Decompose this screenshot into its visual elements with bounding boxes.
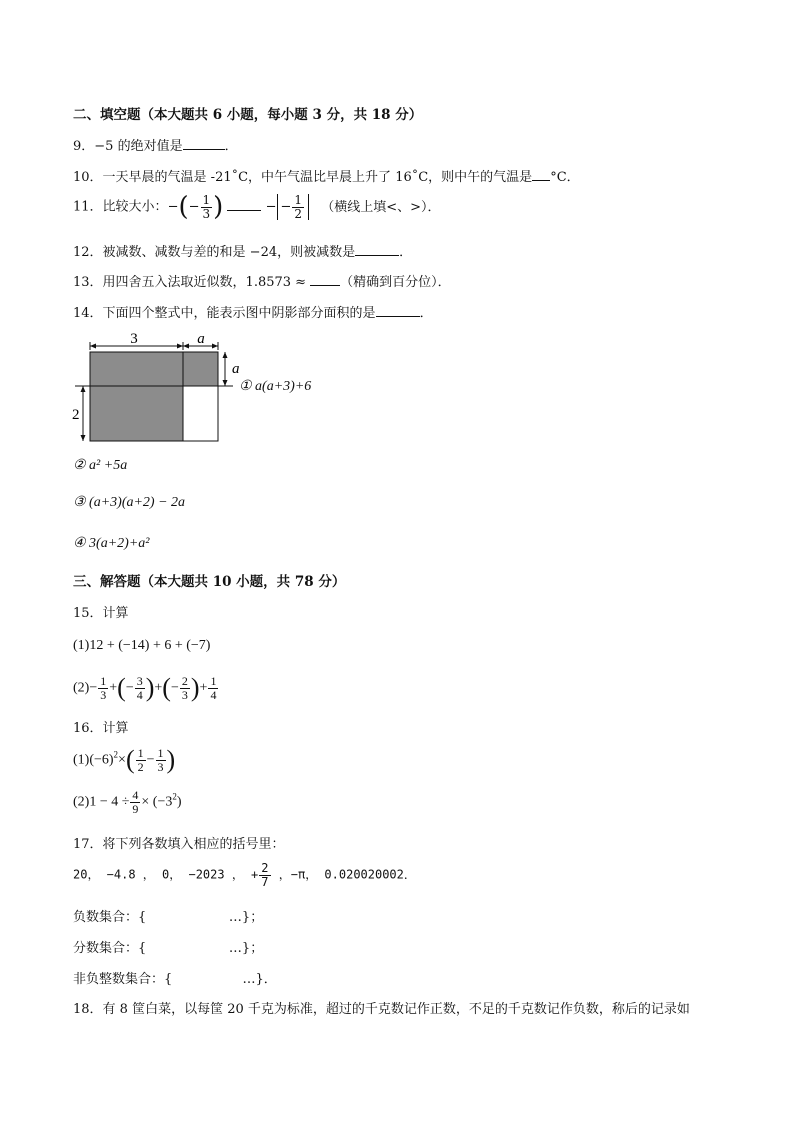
shaded-top-left (90, 352, 183, 386)
q12-text: 被减数、减数与差的和是 −24，则被减数是 (102, 245, 356, 260)
q13-end: （精确到百分位）． (340, 275, 451, 290)
q15-frac-3-4: $\frac{3}{4}$ (136, 674, 143, 702)
label-3: 3 (130, 331, 138, 347)
q16-frac-1-3: $\frac{1}{3}$ (157, 746, 164, 774)
q15-frac-2-3: $\frac{2}{3}$ (181, 674, 188, 702)
question-14 (73, 302, 433, 321)
q10-number: 10． (73, 170, 103, 185)
question-9 (73, 135, 238, 154)
white-bottom-right (183, 386, 218, 441)
question-10 (73, 166, 580, 185)
q9-number: 9． (73, 139, 95, 154)
q11-inner-minus: − (188, 199, 200, 215)
q15-frac-1-3: $\frac{1}{3}$ (100, 674, 107, 702)
q13-answer-blank[interactable] (310, 273, 340, 286)
question-11: 11．比较大小：−(− $\frac{1}{3}$ ) − − $\frac{1}{2}$ （横线上填<、>）． (73, 192, 441, 223)
option-1: ① a(a+3)+6 (239, 379, 312, 394)
q15-heading: 15．计算 (73, 606, 129, 621)
q9-end: ． (224, 139, 238, 154)
q12-answer-blank[interactable] (355, 243, 399, 256)
q16-frac-1-2: $\frac{1}{2}$ (137, 746, 144, 774)
q9-text: −5 的绝对值是 (94, 139, 183, 154)
q15-part-1: (1)12 + (−14) + 6 + (−7) (73, 638, 211, 653)
q16-part-2: (2)1 − 4 ÷ $\frac{4}{9}$ × $(-3^2)$ (73, 788, 182, 816)
q10-end: °C． (550, 170, 580, 185)
q13-text: 用四舍五入法取近似数，1.8573 ≈ (102, 275, 307, 290)
shaded-bottom-left (90, 386, 183, 441)
q10-text: 一天早晨的气温是 -21˚C，中午气温比早晨上升了 16˚C，则中午的气温是 (102, 170, 533, 185)
nonnegative-integer-set[interactable]: 非负整数集合：{ …}． (73, 972, 277, 987)
q14-end: ． (419, 306, 433, 321)
section-2-title: 二、填空题（本大题共 6 小题，每小题 3 分，共 18 分） (73, 107, 423, 123)
q11-answer-blank[interactable] (227, 198, 261, 211)
q11-fraction-1-3: $\frac{1}{3}$ (202, 193, 211, 221)
q16-part-1: $(1)(-6)^2\times$( $\frac{1}{2}$ − $\frac{1}{3}$ ) (73, 745, 176, 775)
q11-fraction-1-2: $\frac{1}{2}$ (294, 193, 303, 221)
option-2: ② a² +5a (73, 458, 128, 473)
q14-number: 14． (73, 306, 103, 321)
q15-part-2: (2)− $\frac{1}{3}$ +(− $\frac{3}{4}$ )+(− $\frac{2}{3}$ )+ $\frac{1}{4}$ (73, 673, 217, 703)
label-a-top: a (197, 331, 205, 347)
q12-end: ． (399, 245, 413, 260)
q12-number: 12． (73, 245, 103, 260)
question-12 (73, 241, 412, 260)
shaded-top-right (183, 352, 218, 386)
q11-neg: − (167, 199, 179, 215)
section-3-title: 三、解答题（本大题共 10 小题，共 78 分） (73, 574, 346, 590)
q14-text: 下面四个整式中，能表示图中阴影部分面积的是 (102, 306, 376, 321)
q16-heading: 16．计算 (73, 721, 129, 736)
q15-frac-1-4: $\frac{1}{4}$ (210, 674, 217, 702)
label-a-side: a (232, 361, 240, 377)
q16-frac-4-9: $\frac{4}{9}$ (132, 788, 139, 816)
q14-answer-blank[interactable] (376, 304, 420, 317)
fraction-set[interactable]: 分数集合：{ …}； (73, 941, 264, 956)
q11-lead: 比较大小： (102, 199, 168, 215)
q11-absolute-value: − $\frac{1}{2}$ (277, 194, 310, 220)
label-2: 2 (72, 407, 80, 423)
negative-set[interactable]: 负数集合：{ …}； (73, 910, 264, 925)
q17-frac-2-7: $\frac{2}{7}$ (261, 861, 269, 889)
q10-answer-blank[interactable] (532, 168, 550, 181)
option-4: ④ 3(a+2)+a² (73, 536, 150, 551)
question-13 (73, 271, 451, 290)
q11-tail: （横线上填<、>）． (321, 199, 441, 215)
question-18: 18．有 8 筐白菜，以每筐 20 千克为标准，超过的千克数记作正数，不足的千克数记作负数，称后的记录如 (73, 1002, 690, 1017)
q9-answer-blank[interactable] (183, 137, 225, 150)
q13-number: 13． (73, 275, 103, 290)
q11-minus: − (265, 199, 277, 215)
option-3: ③ (a+3)(a+2) − 2a (73, 495, 186, 510)
q11-number: 11． (73, 199, 103, 215)
q17-heading: 17．将下列各数填入相应的括号里： (73, 837, 285, 852)
q17-numbers: 20， −4.8 ， 0， −2023 ， + $\frac{2}{7}$ ，−π， 0.020020002． (73, 861, 416, 889)
